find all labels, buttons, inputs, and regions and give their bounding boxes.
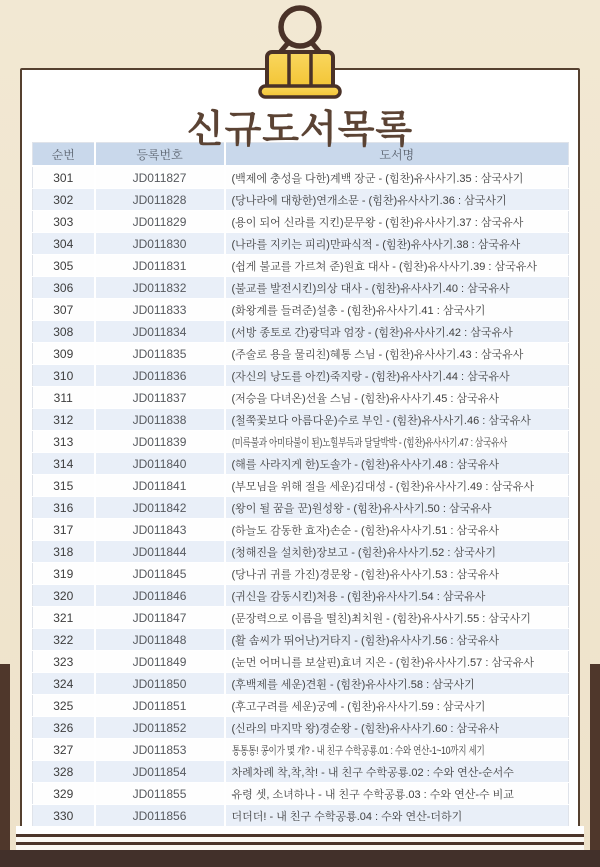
- row-title: [225, 519, 569, 541]
- row-no: 308: [33, 321, 95, 343]
- book-title-text: (불교를 발전시킨)의상 대사 - (힘찬)유사사기.40 : 삼국유사: [231, 282, 510, 295]
- table-row: [33, 629, 569, 651]
- row-reg: JD011831: [95, 255, 225, 277]
- book-title-text: (눈먼 어머니를 보살핀)효녀 지은 - (힘찬)유사사기.57 : 삼국유사: [231, 656, 534, 669]
- row-reg: JD011840: [95, 453, 225, 475]
- table-row: [33, 497, 569, 519]
- row-title: [225, 277, 569, 299]
- row-reg: JD011837: [95, 387, 225, 409]
- binder-clip-icon: [240, 0, 360, 100]
- book-title-text: (용이 되어 신라를 지킨)문무왕 - (힘찬)유사사기.37 : 삼국유사: [231, 216, 524, 229]
- row-reg: JD011836: [95, 365, 225, 387]
- row-no: 315: [33, 475, 95, 497]
- row-reg: JD011835: [95, 343, 225, 365]
- row-title: [225, 189, 569, 211]
- row-no: 320: [33, 585, 95, 607]
- table-row: [33, 189, 569, 211]
- row-no: 302: [33, 189, 95, 211]
- row-reg: JD011832: [95, 277, 225, 299]
- row-reg: JD011845: [95, 563, 225, 585]
- table-row: [33, 541, 569, 563]
- row-title: [225, 166, 569, 189]
- book-title-text: (철쭉꽃보다 아름다운)수로 부인 - (힘찬)유사사기.46 : 삼국유사: [231, 414, 531, 427]
- row-no: 323: [33, 651, 95, 673]
- row-no: 305: [33, 255, 95, 277]
- book-title-text: 통통통! 콩이가 몇 개? - 내 친구 수학공룡.01 : 수와 연산-1~10까지 세기: [231, 744, 485, 757]
- row-title: [225, 453, 569, 475]
- book-title-text: (청해진을 설치한)장보고 - (힘찬)유사사기.52 : 삼국사기: [231, 546, 496, 559]
- row-no: 303: [33, 211, 95, 233]
- table-row: [33, 695, 569, 717]
- row-reg: JD011839: [95, 431, 225, 453]
- row-no: 329: [33, 783, 95, 805]
- book-title-text: (쉽게 불교를 가르쳐 준)원효 대사 - (힘찬)유사사기.39 : 삼국유사: [231, 260, 538, 273]
- row-no: 306: [33, 277, 95, 299]
- table-row: [33, 255, 569, 277]
- row-no: 317: [33, 519, 95, 541]
- row-title: [225, 211, 569, 233]
- row-reg: JD011847: [95, 607, 225, 629]
- table-row: [33, 475, 569, 497]
- row-no: 321: [33, 607, 95, 629]
- row-title: [225, 541, 569, 563]
- book-title-text: (미륵불과 아미타불이 된)노힐부득과 달달박박 - (힘찬)유사사기.47 : 삼국유사: [231, 436, 507, 449]
- book-title-text: (신라의 마지막 왕)경순왕 - (힘찬)유사사기.60 : 삼국유사: [231, 722, 500, 735]
- row-reg: JD011851: [95, 695, 225, 717]
- paper-stack: [16, 826, 584, 851]
- row-reg: JD011842: [95, 497, 225, 519]
- table-row: [33, 409, 569, 431]
- row-reg: JD011843: [95, 519, 225, 541]
- table-row: [33, 673, 569, 695]
- table-row: [33, 299, 569, 321]
- row-no: 319: [33, 563, 95, 585]
- row-title: [225, 673, 569, 695]
- row-title: [225, 255, 569, 277]
- book-title-text: (문장력으로 이름을 떨친)최치원 - (힘찬)유사사기.55 : 삼국사기: [231, 612, 531, 625]
- row-reg: JD011838: [95, 409, 225, 431]
- row-title: [225, 475, 569, 497]
- row-no: 327: [33, 739, 95, 761]
- table-row: [33, 607, 569, 629]
- row-reg: JD011852: [95, 717, 225, 739]
- row-no: 322: [33, 629, 95, 651]
- book-title-text: (활 솜씨가 뛰어난)거타지 - (힘찬)유사사기.56 : 삼국유사: [231, 634, 500, 647]
- column-header-no: 순번: [33, 143, 95, 167]
- row-reg: JD011854: [95, 761, 225, 783]
- row-no: 325: [33, 695, 95, 717]
- row-title: [225, 409, 569, 431]
- row-reg: JD011855: [95, 783, 225, 805]
- table-row: [33, 563, 569, 585]
- row-title: [225, 365, 569, 387]
- row-no: 304: [33, 233, 95, 255]
- row-title: [225, 805, 569, 827]
- book-title-text: (후백제를 세운)견훤 - (힘찬)유사사기.58 : 삼국사기: [231, 678, 475, 691]
- table-row: [33, 343, 569, 365]
- book-title-text: (부모님을 위해 절을 세운)김대성 - (힘찬)유사사기.49 : 삼국유사: [231, 480, 534, 493]
- row-no: 313: [33, 431, 95, 453]
- book-title-text: (당나라에 대항한)연개소문 - (힘찬)유사사기.36 : 삼국사기: [231, 194, 507, 207]
- book-title-text: (자신의 낭도를 아낀)죽지랑 - (힘찬)유사사기.44 : 삼국유사: [231, 370, 510, 383]
- table-row: [33, 321, 569, 343]
- table-row: [33, 783, 569, 805]
- row-no: 312: [33, 409, 95, 431]
- row-no: 326: [33, 717, 95, 739]
- row-reg: JD011844: [95, 541, 225, 563]
- book-title-text: (나라를 지키는 피리)만파식적 - (힘찬)유사사기.38 : 삼국유사: [231, 238, 521, 251]
- row-title: [225, 585, 569, 607]
- book-title-text: (해를 사라지게 한)도솔가 - (힘찬)유사사기.48 : 삼국유사: [231, 458, 500, 471]
- book-title-text: (서방 종토로 간)광덕과 엄장 - (힘찬)유사사기.42 : 삼국유사: [231, 326, 513, 339]
- row-title: [225, 497, 569, 519]
- row-no: 330: [33, 805, 95, 827]
- row-reg: JD011834: [95, 321, 225, 343]
- row-title: [225, 607, 569, 629]
- desk-edge-right: [590, 664, 600, 867]
- book-title-text: (백제에 충성을 다한)계백 장군 - (힘찬)유사사기.35 : 삼국사기: [231, 172, 524, 185]
- book-list-table: [32, 142, 569, 827]
- book-title-text: (저승을 다녀온)선율 스님 - (힘찬)유사사기.45 : 삼국유사: [231, 392, 500, 405]
- book-title-text: (왕이 될 꿈을 꾼)원성왕 - (힘찬)유사사기.50 : 삼국유사: [231, 502, 492, 515]
- book-title-text: 유령 셋, 소녀하나 - 내 친구 수학공룡.03 : 수와 연산-수 비교: [231, 788, 514, 801]
- row-title: [225, 739, 569, 761]
- book-title-text: 더더더! - 내 친구 수학공룡.04 : 수와 연산-더하기: [231, 810, 463, 823]
- row-title: [225, 563, 569, 585]
- paper-sheet-edge: [16, 826, 584, 834]
- row-reg: JD011841: [95, 475, 225, 497]
- row-reg: JD011848: [95, 629, 225, 651]
- row-title: [225, 783, 569, 805]
- table-row: [33, 453, 569, 475]
- book-title-text: (주술로 용을 물리친)혜통 스님 - (힘찬)유사사기.43 : 삼국유사: [231, 348, 524, 361]
- table-row: [33, 387, 569, 409]
- row-no: 311: [33, 387, 95, 409]
- row-reg: JD011829: [95, 211, 225, 233]
- row-title: [225, 387, 569, 409]
- row-reg: JD011849: [95, 651, 225, 673]
- table-row: [33, 717, 569, 739]
- row-no: 301: [33, 166, 95, 189]
- row-reg: JD011856: [95, 805, 225, 827]
- row-no: 328: [33, 761, 95, 783]
- column-header-reg: 등록번호: [95, 143, 225, 167]
- row-title: [225, 321, 569, 343]
- table-row: [33, 761, 569, 783]
- row-title: [225, 233, 569, 255]
- row-no: 307: [33, 299, 95, 321]
- table-row: [33, 519, 569, 541]
- book-table-body: [33, 166, 569, 827]
- row-title: [225, 431, 569, 453]
- row-title: [225, 629, 569, 651]
- table-row: [33, 651, 569, 673]
- book-title-text: (당나귀 귀를 가진)경문왕 - (힘찬)유사사기.53 : 삼국유사: [231, 568, 500, 581]
- row-reg: JD011830: [95, 233, 225, 255]
- desk-edge-bottom: [0, 850, 600, 867]
- row-title: [225, 651, 569, 673]
- table-row: [33, 166, 569, 189]
- book-title-text: (하늘도 감동한 효자)손순 - (힘찬)유사사기.51 : 삼국유사: [231, 524, 500, 537]
- row-no: 318: [33, 541, 95, 563]
- table-row: [33, 739, 569, 761]
- column-header-title: 도서명: [225, 143, 569, 167]
- table-row: [33, 431, 569, 453]
- table-row: [33, 805, 569, 827]
- row-title: [225, 695, 569, 717]
- row-no: 324: [33, 673, 95, 695]
- table-row: [33, 585, 569, 607]
- row-reg: JD011828: [95, 189, 225, 211]
- table-row: [33, 365, 569, 387]
- row-reg: JD011850: [95, 673, 225, 695]
- row-no: 309: [33, 343, 95, 365]
- row-no: 310: [33, 365, 95, 387]
- desk-edge-left: [0, 664, 10, 867]
- row-title: [225, 343, 569, 365]
- row-title: [225, 717, 569, 739]
- row-reg: JD011853: [95, 739, 225, 761]
- book-title-text: (귀신을 감동시킨)처용 - (힘찬)유사사기.54 : 삼국유사: [231, 590, 486, 603]
- row-no: 314: [33, 453, 95, 475]
- table-row: [33, 233, 569, 255]
- page-title: 신규도서목록: [186, 109, 414, 151]
- row-reg: JD011846: [95, 585, 225, 607]
- row-reg: JD011833: [95, 299, 225, 321]
- book-title-text: (화왕계를 들려준)설총 - (힘찬)유사사기.41 : 삼국사기: [231, 304, 486, 317]
- row-reg: JD011827: [95, 166, 225, 189]
- row-title: [225, 761, 569, 783]
- book-title-text: (후고구려를 세운)궁예 - (힘찬)유사사기.59 : 삼국사기: [231, 700, 486, 713]
- book-title-text: 차례차례 착,착,착! - 내 친구 수학공룡.02 : 수와 연산-순서수: [231, 766, 514, 779]
- table-row: [33, 211, 569, 233]
- table-row: [33, 277, 569, 299]
- row-no: 316: [33, 497, 95, 519]
- row-title: [225, 299, 569, 321]
